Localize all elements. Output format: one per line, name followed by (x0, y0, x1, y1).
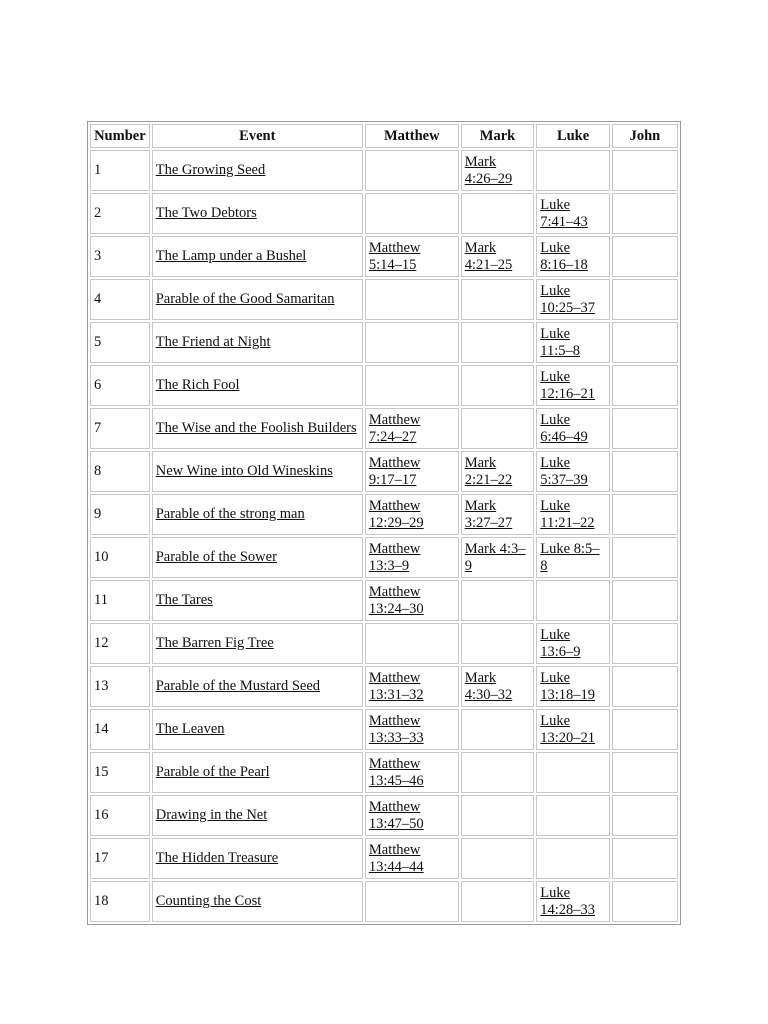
cell-matthew (365, 881, 459, 922)
cell-john (612, 795, 678, 836)
event-link[interactable]: Drawing in the Net (155, 807, 268, 823)
table-row (90, 193, 678, 234)
cell-mark (461, 709, 535, 750)
cell-number: 5 (90, 322, 150, 363)
table-row (90, 881, 678, 922)
cell-mark (461, 881, 535, 922)
cell-matthew (365, 623, 459, 664)
luke-reference-link[interactable]: Luke 8:16–18 (540, 239, 588, 273)
cell-number: 1 (90, 150, 150, 191)
luke-reference-link[interactable]: Luke 6:46–49 (540, 411, 588, 445)
cell-mark (461, 279, 535, 320)
cell-event (152, 193, 363, 234)
header-luke: Luke (536, 124, 610, 148)
cell-number: 15 (90, 752, 150, 793)
cell-event (152, 881, 363, 922)
cell-luke (536, 322, 610, 363)
cell-luke (536, 150, 610, 191)
cell-matthew (365, 666, 459, 707)
luke-reference-link[interactable]: Luke 13:20–21 (540, 712, 596, 746)
cell-john (612, 279, 678, 320)
cell-mark (461, 580, 535, 621)
cell-matthew (365, 537, 459, 578)
luke-reference-link[interactable]: Luke 11:5–8 (540, 325, 581, 359)
matthew-reference-link[interactable]: Matthew 13:45–46 (368, 755, 424, 789)
event-link[interactable]: Parable of the strong man (155, 506, 305, 522)
cell-john (612, 494, 678, 535)
header-mark: Mark (461, 124, 535, 148)
event-link[interactable]: The Tares (155, 592, 213, 608)
cell-mark (461, 236, 535, 277)
cell-luke (536, 494, 610, 535)
cell-event (152, 623, 363, 664)
matthew-reference-link[interactable]: Matthew 12:29–29 (368, 497, 424, 531)
cell-event (152, 666, 363, 707)
cell-john (612, 623, 678, 664)
cell-luke (536, 623, 610, 664)
event-link[interactable]: The Two Debtors (155, 205, 257, 221)
cell-luke (536, 193, 610, 234)
cell-mark (461, 451, 535, 492)
matthew-reference-link[interactable]: Matthew 7:24–27 (368, 411, 421, 445)
cell-mark (461, 537, 535, 578)
mark-reference-link[interactable]: Mark 4:26–29 (464, 153, 513, 187)
cell-john (612, 709, 678, 750)
cell-matthew (365, 451, 459, 492)
header-matthew: Matthew (365, 124, 459, 148)
cell-number: 6 (90, 365, 150, 406)
cell-john (612, 752, 678, 793)
cell-luke (536, 279, 610, 320)
cell-matthew (365, 709, 459, 750)
cell-luke (536, 709, 610, 750)
cell-mark (461, 623, 535, 664)
cell-event (152, 752, 363, 793)
luke-reference-link[interactable]: Luke 5:37–39 (540, 454, 588, 488)
cell-luke (536, 451, 610, 492)
cell-matthew (365, 236, 459, 277)
cell-luke (536, 666, 610, 707)
event-link[interactable]: Parable of the Mustard Seed (155, 678, 321, 694)
cell-number: 7 (90, 408, 150, 449)
cell-number: 9 (90, 494, 150, 535)
cell-number: 12 (90, 623, 150, 664)
cell-matthew (365, 580, 459, 621)
cell-matthew (365, 838, 459, 879)
table-row (90, 795, 678, 836)
event-link[interactable]: The Rich Fool (155, 377, 240, 393)
cell-john (612, 322, 678, 363)
cell-number: 17 (90, 838, 150, 879)
event-link[interactable]: The Growing Seed (155, 162, 266, 178)
cell-event (152, 580, 363, 621)
cell-john (612, 451, 678, 492)
cell-john (612, 193, 678, 234)
cell-event (152, 537, 363, 578)
table-body (90, 150, 678, 922)
cell-number: 4 (90, 279, 150, 320)
mark-reference-link[interactable]: Mark 2:21–22 (464, 454, 513, 488)
cell-john (612, 580, 678, 621)
cell-event (152, 709, 363, 750)
cell-john (612, 881, 678, 922)
header-john: John (612, 124, 678, 148)
luke-reference-link[interactable]: Luke 7:41–43 (540, 196, 588, 230)
luke-reference-link[interactable]: Luke 10:25–37 (540, 282, 596, 316)
event-link[interactable]: The Lamp under a Bushel (155, 248, 307, 264)
event-link[interactable]: The Hidden Treasure (155, 850, 279, 866)
matthew-reference-link[interactable]: Matthew 5:14–15 (368, 239, 421, 273)
matthew-reference-link[interactable]: Matthew 13:24–30 (368, 583, 424, 617)
event-link[interactable]: Parable of the Sower (155, 549, 277, 565)
table-row (90, 236, 678, 277)
matthew-reference-link[interactable]: Matthew 13:3–9 (368, 540, 421, 574)
cell-number: 3 (90, 236, 150, 277)
table-row (90, 580, 678, 621)
cell-luke (536, 838, 610, 879)
luke-reference-link[interactable]: Luke 14:28–33 (540, 884, 596, 918)
cell-event (152, 279, 363, 320)
cell-event (152, 236, 363, 277)
cell-number: 10 (90, 537, 150, 578)
cell-matthew (365, 494, 459, 535)
cell-number: 8 (90, 451, 150, 492)
table-row (90, 322, 678, 363)
table-row (90, 709, 678, 750)
cell-matthew (365, 365, 459, 406)
cell-mark (461, 322, 535, 363)
cell-event (152, 494, 363, 535)
cell-luke (536, 795, 610, 836)
cell-john (612, 408, 678, 449)
matthew-reference-link[interactable]: Matthew 13:47–50 (368, 798, 424, 832)
cell-matthew (365, 279, 459, 320)
cell-matthew (365, 322, 459, 363)
luke-reference-link[interactable]: Luke 13:6–9 (540, 626, 581, 660)
cell-john (612, 365, 678, 406)
mark-reference-link[interactable]: Mark 4:3–9 (464, 540, 526, 574)
header-row (90, 124, 678, 148)
cell-event (152, 838, 363, 879)
table-row (90, 494, 678, 535)
table-row (90, 838, 678, 879)
cell-luke (536, 580, 610, 621)
cell-event (152, 408, 363, 449)
cell-matthew (365, 193, 459, 234)
cell-john (612, 150, 678, 191)
cell-mark (461, 752, 535, 793)
event-link[interactable]: Parable of the Good Samaritan (155, 291, 335, 307)
cell-event (152, 365, 363, 406)
luke-reference-link[interactable]: Luke 11:21–22 (540, 497, 595, 531)
event-link[interactable]: The Wise and the Foolish Builders (155, 420, 357, 436)
cell-luke (536, 881, 610, 922)
cell-event (152, 150, 363, 191)
cell-john (612, 236, 678, 277)
mark-reference-link[interactable]: Mark 4:21–25 (464, 239, 513, 273)
table-row (90, 150, 678, 191)
cell-luke (536, 408, 610, 449)
cell-event (152, 451, 363, 492)
cell-number: 11 (90, 580, 150, 621)
table-row (90, 623, 678, 664)
cell-number: 2 (90, 193, 150, 234)
event-link[interactable]: The Leaven (155, 721, 225, 737)
cell-john (612, 537, 678, 578)
cell-matthew (365, 408, 459, 449)
luke-reference-link[interactable]: Luke 8:5–8 (540, 540, 600, 574)
cell-mark (461, 838, 535, 879)
event-link[interactable]: New Wine into Old Wineskins (155, 463, 333, 479)
cell-john (612, 838, 678, 879)
cell-number: 13 (90, 666, 150, 707)
matthew-reference-link[interactable]: Matthew 13:44–44 (368, 841, 424, 875)
matthew-reference-link[interactable]: Matthew 13:33–33 (368, 712, 424, 746)
matthew-reference-link[interactable]: Matthew 13:31–32 (368, 669, 424, 703)
cell-mark (461, 408, 535, 449)
matthew-reference-link[interactable]: Matthew 9:17–17 (368, 454, 421, 488)
table-row (90, 666, 678, 707)
cell-event (152, 795, 363, 836)
cell-mark (461, 795, 535, 836)
cell-event (152, 322, 363, 363)
table-row (90, 451, 678, 492)
event-link[interactable]: Counting the Cost (155, 893, 262, 909)
table-row (90, 752, 678, 793)
cell-number: 14 (90, 709, 150, 750)
cell-mark (461, 193, 535, 234)
cell-luke (536, 752, 610, 793)
table-row (90, 365, 678, 406)
cell-mark (461, 666, 535, 707)
cell-matthew (365, 795, 459, 836)
event-link[interactable]: Parable of the Pearl (155, 764, 270, 780)
event-link[interactable]: The Friend at Night (155, 334, 271, 350)
cell-luke (536, 537, 610, 578)
luke-reference-link[interactable]: Luke 13:18–19 (540, 669, 596, 703)
event-link[interactable]: The Barren Fig Tree (155, 635, 274, 651)
cell-number: 16 (90, 795, 150, 836)
cell-matthew (365, 752, 459, 793)
parables-table (87, 121, 681, 925)
cell-luke (536, 365, 610, 406)
cell-john (612, 666, 678, 707)
mark-reference-link[interactable]: Mark 3:27–27 (464, 497, 513, 531)
cell-mark (461, 150, 535, 191)
cell-mark (461, 494, 535, 535)
luke-reference-link[interactable]: Luke 12:16–21 (540, 368, 596, 402)
cell-matthew (365, 150, 459, 191)
mark-reference-link[interactable]: Mark 4:30–32 (464, 669, 513, 703)
cell-number: 18 (90, 881, 150, 922)
cell-mark (461, 365, 535, 406)
cell-luke (536, 236, 610, 277)
table-row (90, 279, 678, 320)
table-row (90, 408, 678, 449)
header-number: Number (90, 124, 150, 148)
header-event: Event (152, 124, 363, 148)
table-row (90, 537, 678, 578)
